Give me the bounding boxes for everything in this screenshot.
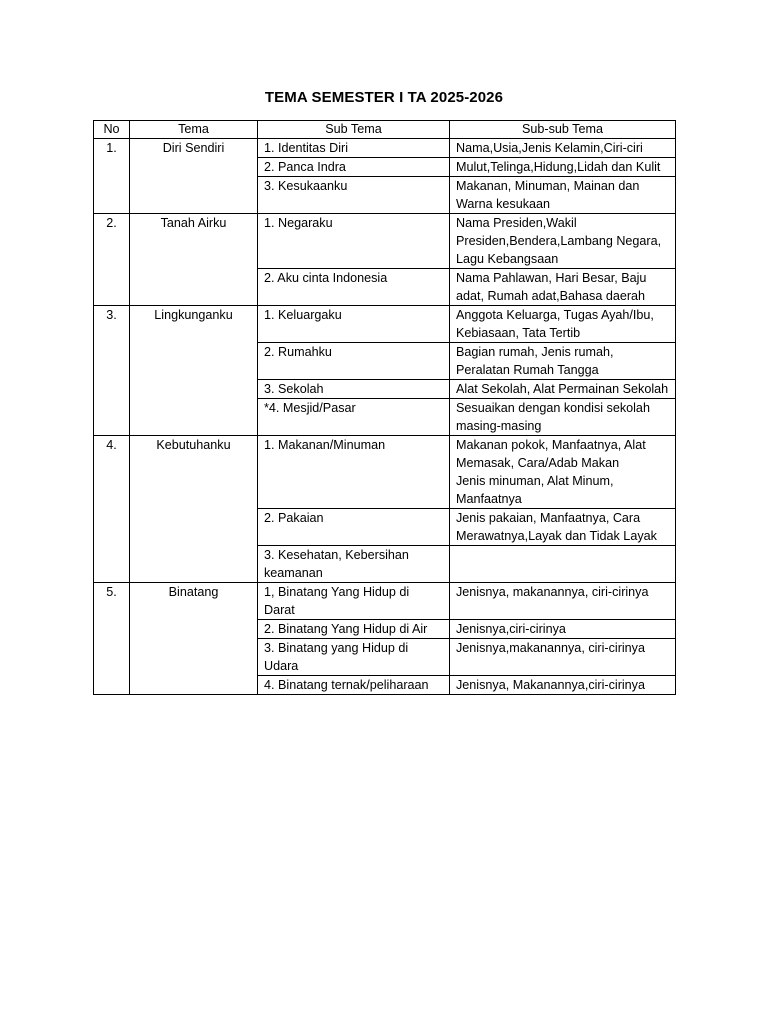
cell-tema: Tanah Airku xyxy=(130,214,258,306)
header-sub-tema: Sub Tema xyxy=(258,121,450,139)
cell-sub-sub-tema xyxy=(450,639,676,676)
cell-sub-sub-tema xyxy=(450,214,676,269)
cell-sub-sub-tema xyxy=(450,158,676,177)
cell-sub-sub-tema xyxy=(450,399,676,436)
cell-sub-tema: 2. Panca Indra xyxy=(258,158,450,177)
sub-sub-tema-text: Jenis pakaian, Manfaatnya, Cara Merawatnya,Layak dan Tidak Layak xyxy=(456,511,657,543)
cell-sub-tema: 4. Binatang ternak/peliharaan xyxy=(258,676,450,695)
header-no: No xyxy=(94,121,130,139)
sub-sub-tema-text: Jenisnya, makanannya, ciri-cirinya xyxy=(456,585,649,599)
table-row xyxy=(94,139,676,158)
cell-sub-sub-tema xyxy=(450,177,676,214)
cell-no: 1. xyxy=(94,139,130,214)
cell-sub-sub-tema xyxy=(450,546,676,583)
cell-sub-tema: *4. Mesjid/Pasar xyxy=(258,399,450,436)
sub-sub-tema-text: Makanan pokok, Manfaatnya, Alat Memasak, Cara/Adab Makan xyxy=(456,438,646,470)
cell-sub-sub-tema xyxy=(450,436,676,509)
cell-sub-sub-tema xyxy=(450,676,676,695)
sub-sub-tema-text: Jenis minuman, Alat Minum, Manfaatnya xyxy=(456,474,614,506)
cell-sub-sub-tema xyxy=(450,269,676,306)
cell-sub-tema: 2. Binatang Yang Hidup di Air xyxy=(258,620,450,639)
sub-sub-tema-text xyxy=(456,546,669,564)
cell-sub-tema: 1. Makanan/Minuman xyxy=(258,436,450,509)
sub-sub-tema-text: Sesuaikan dengan kondisi sekolah masing-masing xyxy=(456,401,650,433)
sub-sub-tema-text: Nama Pahlawan, Hari Besar, Baju adat, Rumah adat,Bahasa daerah xyxy=(456,271,647,303)
table-body xyxy=(94,139,676,695)
cell-sub-tema: 1, Binatang Yang Hidup di Darat xyxy=(258,583,450,620)
sub-sub-tema-text: Jenisnya,makanannya, ciri-cirinya xyxy=(456,641,645,655)
cell-sub-tema: 1. Negaraku xyxy=(258,214,450,269)
cell-tema: Lingkunganku xyxy=(130,306,258,436)
cell-sub-tema: 3. Kesukaanku xyxy=(258,177,450,214)
cell-sub-tema: 2. Pakaian xyxy=(258,509,450,546)
sub-sub-tema-text: Alat Sekolah, Alat Permainan Sekolah xyxy=(456,382,669,396)
cell-sub-sub-tema xyxy=(450,583,676,620)
cell-tema: Binatang xyxy=(130,583,258,695)
cell-sub-tema: 3. Sekolah xyxy=(258,380,450,399)
cell-sub-tema: 3. Kesehatan, Kebersihan keamanan xyxy=(258,546,450,583)
sub-sub-tema-text: Anggota Keluarga, Tugas Ayah/Ibu, Kebiasaan, Tata Tertib xyxy=(456,308,654,340)
table-row xyxy=(94,436,676,509)
cell-sub-tema: 3. Binatang yang Hidup di Udara xyxy=(258,639,450,676)
cell-sub-sub-tema xyxy=(450,509,676,546)
cell-no: 2. xyxy=(94,214,130,306)
sub-sub-tema-text: Jenisnya,ciri-cirinya xyxy=(456,622,566,636)
cell-sub-tema: 2. Aku cinta Indonesia xyxy=(258,269,450,306)
cell-no: 5. xyxy=(94,583,130,695)
table-row xyxy=(94,214,676,269)
sub-sub-tema-text: Mulut,Telinga,Hidung,Lidah dan Kulit xyxy=(456,160,661,174)
document-title: TEMA SEMESTER I TA 2025-2026 xyxy=(264,89,504,106)
cell-sub-sub-tema xyxy=(450,380,676,399)
sub-sub-tema-text: Nama Presiden,Wakil Presiden,Bendera,Lambang Negara, Lagu Kebangsaan xyxy=(456,216,662,266)
cell-no: 4. xyxy=(94,436,130,583)
cell-sub-tema: 2. Rumahku xyxy=(258,343,450,380)
cell-sub-tema: 1. Identitas Diri xyxy=(258,139,450,158)
header-tema: Tema xyxy=(130,121,258,139)
cell-sub-sub-tema xyxy=(450,139,676,158)
cell-sub-sub-tema xyxy=(450,620,676,639)
cell-tema: Kebutuhanku xyxy=(130,436,258,583)
sub-sub-tema-text: Nama,Usia,Jenis Kelamin,Ciri-ciri xyxy=(456,141,643,155)
cell-no: 3. xyxy=(94,306,130,436)
header-sub-sub-tema: Sub-sub Tema xyxy=(450,121,676,139)
table-header-row xyxy=(94,121,676,139)
table-row xyxy=(94,583,676,620)
sub-sub-tema-text: Makanan, Minuman, Mainan dan Warna kesukaan xyxy=(456,179,640,211)
tema-table xyxy=(93,120,676,695)
cell-sub-sub-tema xyxy=(450,343,676,380)
table-row xyxy=(94,306,676,343)
cell-sub-tema: 1. Keluargaku xyxy=(258,306,450,343)
cell-tema: Diri Sendiri xyxy=(130,139,258,214)
sub-sub-tema-text: Jenisnya, Makanannya,ciri-cirinya xyxy=(456,678,645,692)
sub-sub-tema-text: Bagian rumah, Jenis rumah, Peralatan Rumah Tangga xyxy=(456,345,614,377)
cell-sub-sub-tema xyxy=(450,306,676,343)
